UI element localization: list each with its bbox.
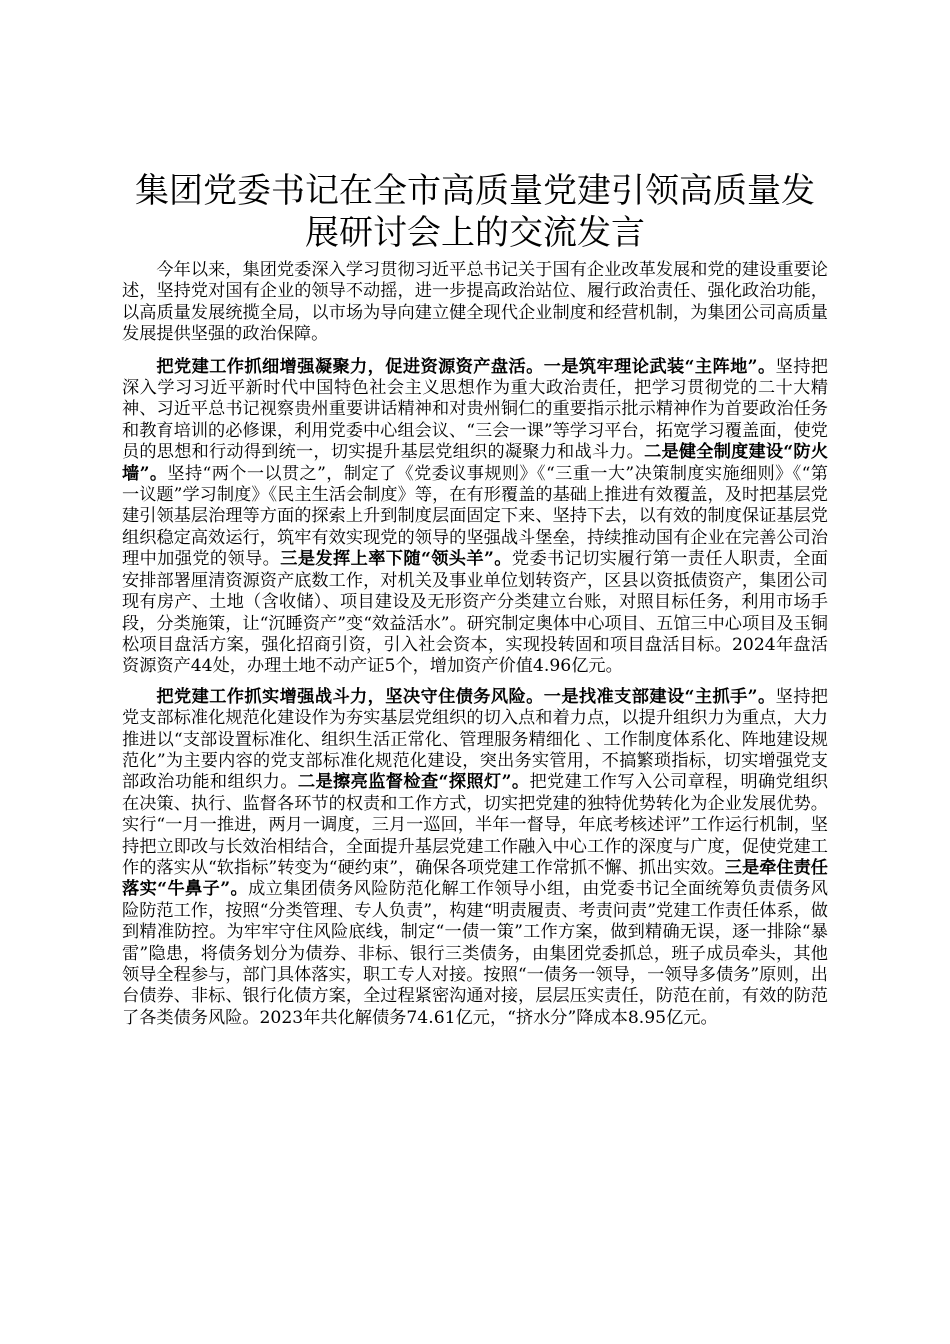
- paragraph-text: 成立集团债务风险防范化解工作领导小组，由党委书记全面统筹负责债务风险防范工作，按照“分类管理、专人负责”，构建“明责履责、考责问责”党建工作责任体系，做到精准防控。为牢牢守住风险底线，制定“一债一策”工作方案，做到精确无误，逐一排除“暴雷”隐患，将债务划分为债券、非标、银行三类债务，由集团党委抓总，班子成员牵头，其他领导全程参与，部门具体落实，职工专人对接。按照“一债务一领导，一领导多债务”原则，出台债券、非标、银行化债方案，全过程紧密沟通对接，层层压实责任，防范在前，有效的防范了各类债务风险。2023年共化解债务74.61亿元，“挤水分”降成本8.95亿元。: [122, 879, 828, 1028]
- paragraph-text: 把党建工作写入公司章程，明确党组织在决策、执行、监督各环节的权责和工作方式，切实把党建的独特优势转化为企业发展优势。实行“一月一推进，两月一调度，三月一巡回，半年一督导，年底考核述评”工作运行机制，坚持把立即改与长效治相结合，全面提升基层党建工作融入中心工作的深度与广度，促使党建工作的落实从“软指标”转变为“硬约束”，确保各项党建工作常抓不懈、抓出实效。: [122, 772, 828, 878]
- section-paragraph-combat: [122, 687, 828, 1030]
- paragraph-text: 党委书记切实履行第一责任人职责，全面安排部署厘清资源资产底数工作，对机关及事业单位划转资产，区县以资抵债资产，集团公司现有房产、土地（含收储）、项目建设及无形资产分类建立台账，对照目标任务，利用市场手段，分类施策，让“沉睡资产”变“效益活水”。研究制定奥体中心项目、五馆三中心项目及玉铜松项目盘活方案，强化招商引资，引入社会资本，实现投转固和项目盘活目标。2024年盘活资源资产44处，办理土地不动产证5个，增加资产价值4.96亿元。: [122, 549, 828, 677]
- section-heading: 把党建工作抓实增强战斗力，坚决守住债务风险。一是找准支部建设“主抓手”。: [156, 686, 776, 707]
- paragraph-text: 坚持“两个一以贯之”，制定了《党委议事规则》《“三重一大”决策制度实施细则》《“第一议题”学习制度》《民主生活会制度》等，在有形覆盖的基础上推进有效覆盖，及时把基层党建引领基层治理等方面的探索上升到制度层面固定下来、坚持下去，以有效的制度保证基层党组织稳定高效运行，筑牢有效实现党的领导的坚强战斗堡垒，持续推动国有企业在完善公司治理中加强党的领导。: [122, 463, 828, 570]
- paragraph-text: 坚持把党支部标准化规范化建设作为夯实基层党组织的切入点和着力点，以提升组织力为重点，大力推进以“支部设置标准化、组织生活正常化、管理服务精细化 、工作制度体系化、阵地建设规范化”为主要内容的党支部标准化规范化建设，突出务实管用，不搞繁琐指标，切实增强党支部政治功能和组织力。: [122, 686, 828, 793]
- subsection-heading: 三是发挥上率下随“领头羊”。: [280, 549, 512, 570]
- paragraph-text: 今年以来，集团党委深入学习贯彻习近平总书记关于国有企业改革发展和党的建设重要论述，坚持党对国有企业的领导不动摇，进一步提高政治站位、履行政治责任、强化政治功能，以高质量发展统揽全局，以市场为导向建立健全现代企业制度和经营机制，为集团公司高质量发展提供坚强的政治保障。: [122, 260, 828, 345]
- document-title: 集团党委书记在全市高质量党建引领高质量发展研讨会上的交流发言: [135, 171, 815, 253]
- document-body: [122, 260, 828, 1029]
- intro-paragraph: [122, 260, 828, 346]
- subsection-heading: 三是牵住责任落实“牛鼻子”。: [122, 857, 828, 900]
- paragraph-text: 坚持把深入学习习近平新时代中国特色社会主义思想作为重大政治责任，把学习贯彻党的二十大精神、习近平总书记视察贵州重要讲话精神和对贵州铜仁的重要指示批示精神作为首要政治任务和教育培训的必修课，利用党委中心组会议、“三会一课”等学习平台，拓宽学习覆盖面，使党员的思想和行动得到统一，切实提升基层党组织的凝聚力和战斗力。: [122, 356, 828, 463]
- section-paragraph-cohesion: [122, 357, 828, 678]
- subsection-heading: 二是擦亮监督检查“探照灯”。: [297, 772, 530, 793]
- document-page: [122, 170, 828, 1029]
- subsection-heading: 二是健全制度建设“防火墙”。: [122, 442, 828, 484]
- section-heading: 把党建工作抓细增强凝聚力，促进资源资产盘活。一是筑牢理论武装“主阵地”。: [156, 356, 776, 377]
